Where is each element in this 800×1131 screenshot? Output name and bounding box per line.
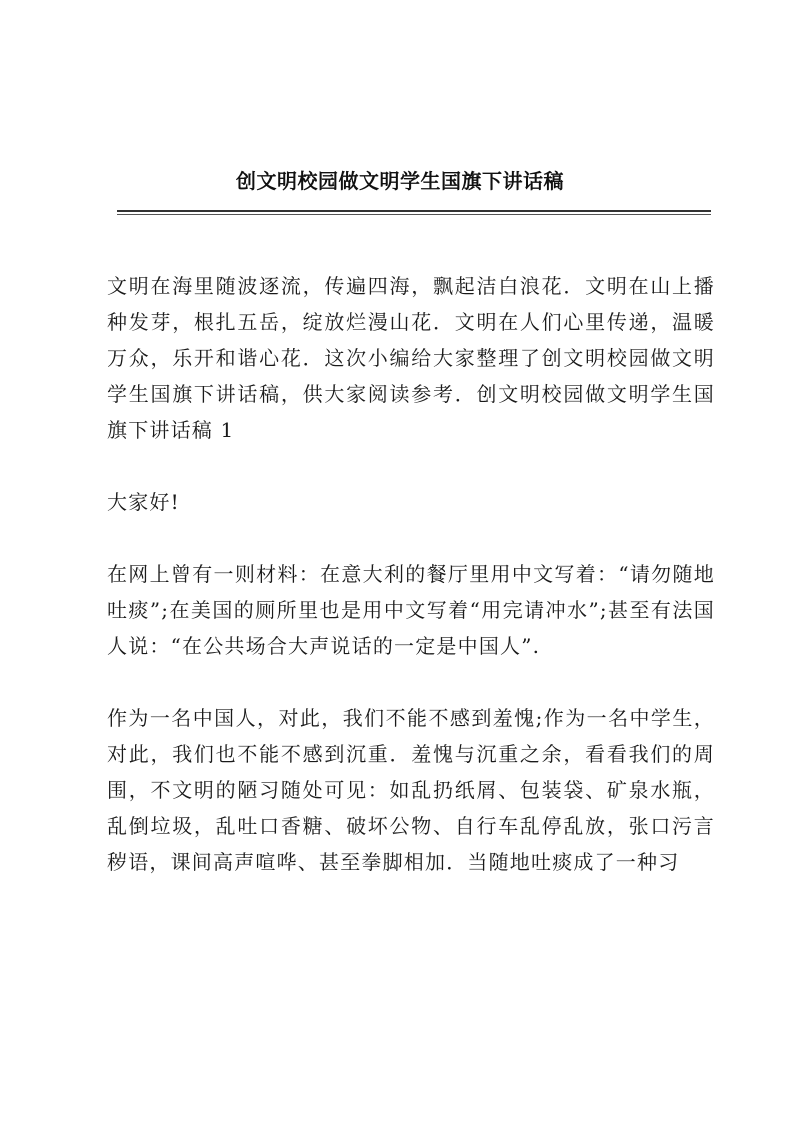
paragraph-material: 在网上曾有一则材料：在意大利的餐厅里用中文写着：“请勿随地吐痰”;在美国的厕所里也是用中文写着“用完请冲水”;甚至有法国人说：“在公共场合大声说话的一定是中国人”.: [107, 562, 715, 658]
document-title: 创文明校园做文明学生国旗下讲话稿: [236, 169, 564, 193]
title-underline-thick: [117, 210, 711, 212]
paragraph-reflection: 作为一名中国人，对此，我们不能不感到羞愧;作为一名中学生，对此，我们也不能不感到沉重．羞愧与沉重之余，看看我们的周围，不文明的陋习随处可见：如乱扔纸屑、包装袋、矿泉水瓶，乱倒垃圾，乱吐口香糖、破坏公物、自行车乱停乱放，张口污言秽语，课间高声喧哗、甚至拳脚相加．当随地吐痰成了一种习: [107, 706, 715, 874]
title-underline-thin: [117, 214, 711, 215]
document-body: [107, 268, 715, 916]
paragraph-intro: 文明在海里随波逐流，传遍四海，飘起洁白浪花．文明在山上播种发芽，根扎五岳，绽放烂漫山花．文明在人们心里传递，温暖万众，乐开和谐心花．这次小编给大家整理了创文明校园做文明学生国旗下讲话稿，供大家阅读参考．创文明校园做文明学生国旗下讲话稿 1: [107, 274, 715, 442]
paragraph-greeting: 大家好!: [107, 490, 180, 514]
